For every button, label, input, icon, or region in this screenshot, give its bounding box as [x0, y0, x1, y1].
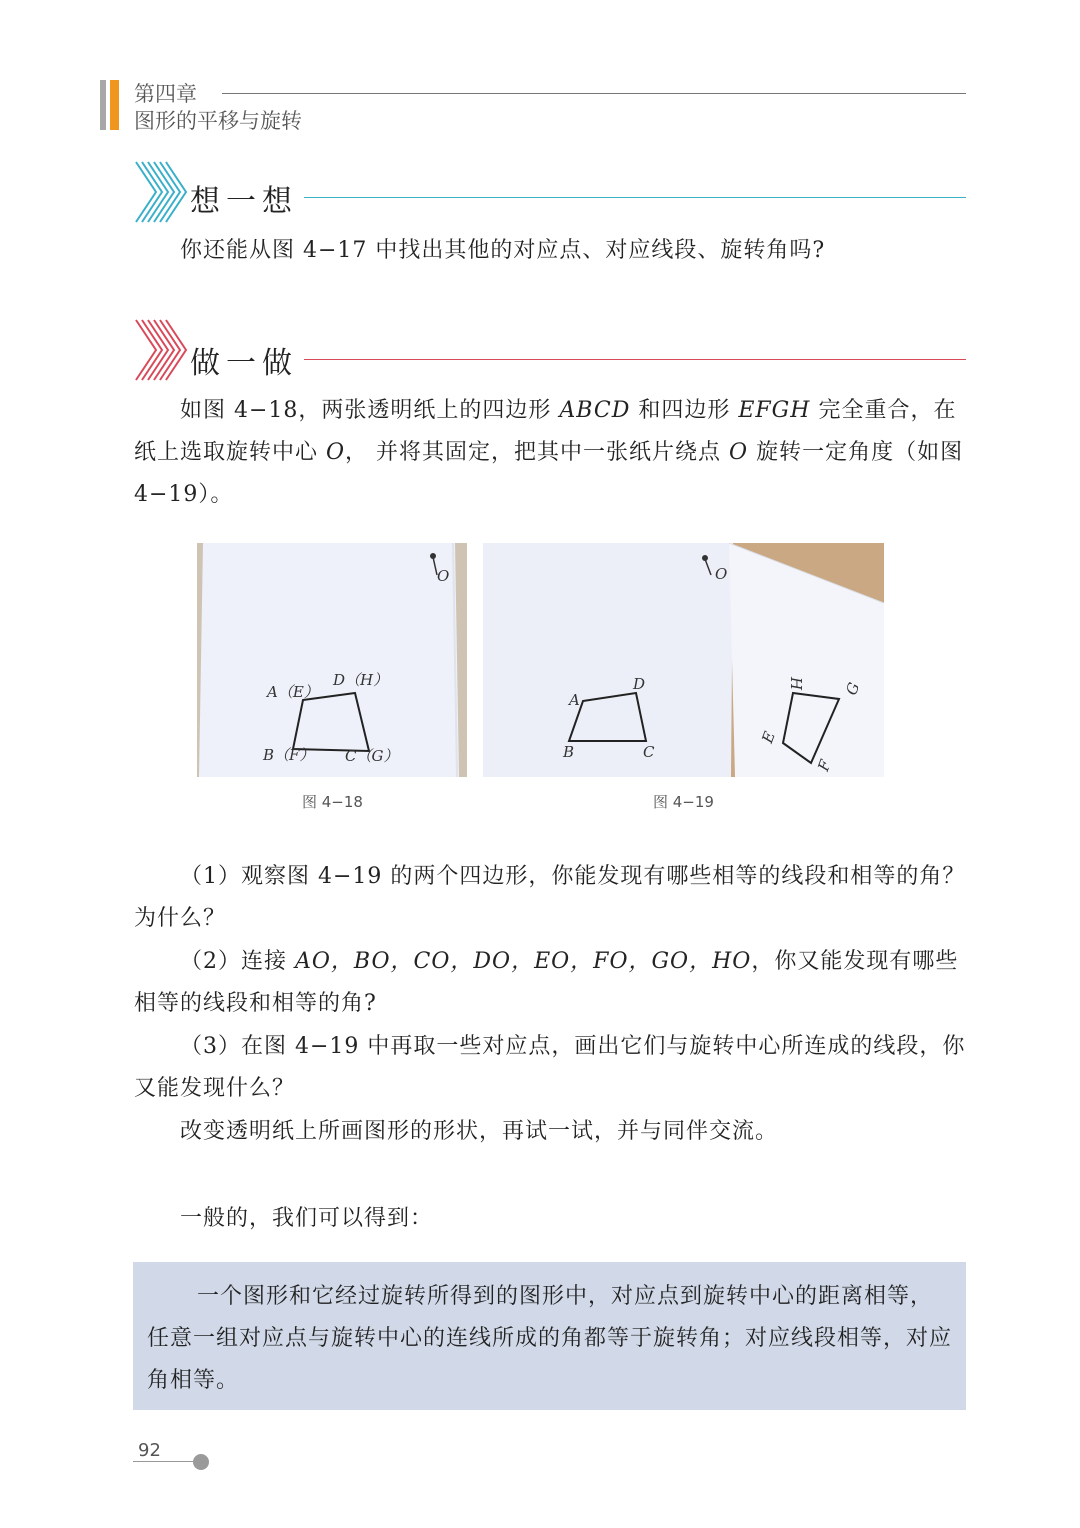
- figure-4-18-photo: [197, 543, 467, 777]
- general-conclusion-lead: 一般的，我们可以得到：: [180, 1206, 434, 1231]
- vertex-label-e: E: [758, 729, 779, 746]
- change-shape-instruction: 改变透明纸上所画图形的形状，再试一试，并与同伴交流。: [180, 1119, 779, 1144]
- vertex-label-a: A（E）: [267, 683, 319, 701]
- page-number-rule: [133, 1461, 199, 1462]
- question-3: （3）在图 4−19 中再取一些对应点，画出它们与旋转中心所连成的线段，你又能发现什么？: [134, 1034, 966, 1101]
- chevrons-right-icon: [132, 160, 188, 224]
- page-number: 92: [138, 1440, 161, 1461]
- vertex-label-b: B（F）: [263, 746, 315, 764]
- think-heading: 想一想: [190, 184, 298, 219]
- header-accent-orange: [110, 80, 119, 130]
- vertex-label-c: C: [643, 743, 655, 761]
- do-intro: 如图 4−18，两张透明纸上的四边形 ABCD 和四边形 EFGH 完全重合，在纸上选取旋转中心 O， 并将其固定，把其中一张纸片绕点 O 旋转一定角度（如图 4−19）。: [134, 398, 964, 507]
- center-o-label: O: [715, 565, 728, 583]
- center-o-label: O: [437, 567, 450, 585]
- header-accent-gray: [100, 80, 106, 130]
- figure-4-19-photo: [483, 543, 884, 777]
- vertex-label-f: F: [814, 757, 835, 774]
- vertex-label-c: C（G）: [345, 747, 399, 765]
- vertex-label-a: A: [569, 691, 580, 709]
- vertex-label-g: G: [842, 680, 864, 698]
- do-heading: 做一做: [190, 346, 298, 381]
- summary-text: 一个图形和它经过旋转所得到的图形中，对应点到旋转中心的距离相等，任意一组对应点与旋转中心的连线所成的角都等于旋转角；对应线段相等，对应角相等。: [147, 1284, 953, 1393]
- chapter-label: 第四章: [134, 82, 197, 106]
- figure-4-19-caption: 图 4−19: [653, 793, 714, 811]
- question-2: （2）连接 AO，BO，CO，DO，EO，FO，GO，HO，你又能发现有哪些相等的线段和相等的角?: [134, 949, 959, 1016]
- vertex-label-h: H: [787, 677, 805, 691]
- page-dot-icon: [193, 1454, 209, 1470]
- vertex-label-d: D: [633, 675, 646, 693]
- vertex-label-d: D（H）: [333, 671, 389, 689]
- summary-box: [133, 1262, 966, 1410]
- vertex-label-b: B: [563, 743, 575, 761]
- chapter-title: 图形的平移与旋转: [134, 109, 302, 133]
- figure-4-18-caption: 图 4−18: [302, 793, 363, 811]
- question-1: （1）观察图 4−19 的两个四边形，你能发现有哪些相等的线段和相等的角？为什么？: [134, 864, 966, 931]
- do-heading-rule: [304, 359, 966, 360]
- think-heading-rule: [304, 197, 966, 198]
- chevrons-right-icon: [132, 318, 188, 382]
- header-rule: [222, 93, 966, 94]
- think-question: 你还能从图 4−17 中找出其他的对应点、对应线段、旋转角吗?: [180, 238, 826, 263]
